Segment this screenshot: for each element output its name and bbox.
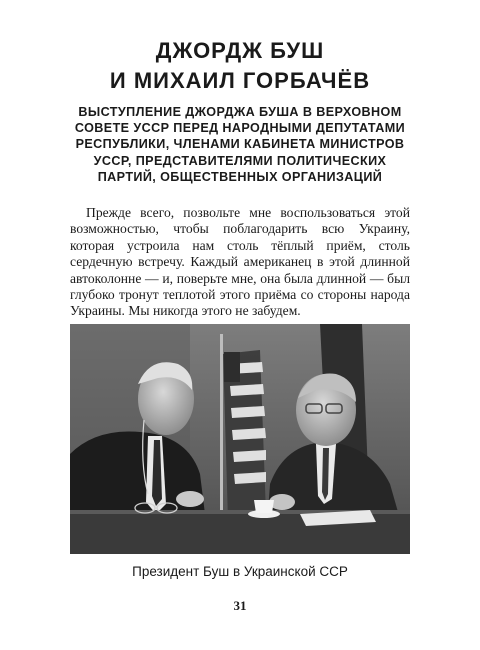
- photo-illustration: [70, 324, 410, 554]
- speech-subtitle: ВЫСТУПЛЕНИЕ ДЖОРДЖА БУША В ВЕРХОВНОМ СОВЕТЕ УССР ПЕРЕД НАРОДНЫМИ ДЕПУТАТАМИ РЕСПУБЛИКИ, ЧЛЕНАМИ КАБИНЕТА МИНИСТРОВ УССР, ПРЕДСТАВИТЕЛЯМИ ПОЛИТИЧЕСКИХ ПАРТИЙ, ОБЩЕСТВЕННЫХ ОРГАНИЗАЦИЙ: [74, 105, 406, 184]
- speech-paragraph: Прежде всего, позвольте мне воспользоваться этой возможностью, чтобы поблагодарить всю Украину, которая устроила нам столь тёплый приём, столь сердечную встречу. Каждый американец в этой длинной автоколонне — и, поверьте мне, она была длинной — был глубоко тронут теплотой этого приёма со стороны народа Украины. Мы никогда этого не забудем.: [70, 205, 410, 319]
- us-flag: [223, 350, 266, 520]
- cup: [254, 500, 274, 513]
- chapter-title-line-2: И МИХАИЛ ГОРБАЧЁВ: [109, 68, 371, 93]
- chapter-title-line-1: ДЖОРДЖ БУШ: [155, 38, 325, 63]
- page-number: 31: [233, 598, 247, 613]
- photograph-bush-gorbachev: [70, 324, 410, 554]
- flag-pole: [220, 334, 223, 514]
- photo-caption: Президент Буш в Украинской ССР: [132, 564, 348, 579]
